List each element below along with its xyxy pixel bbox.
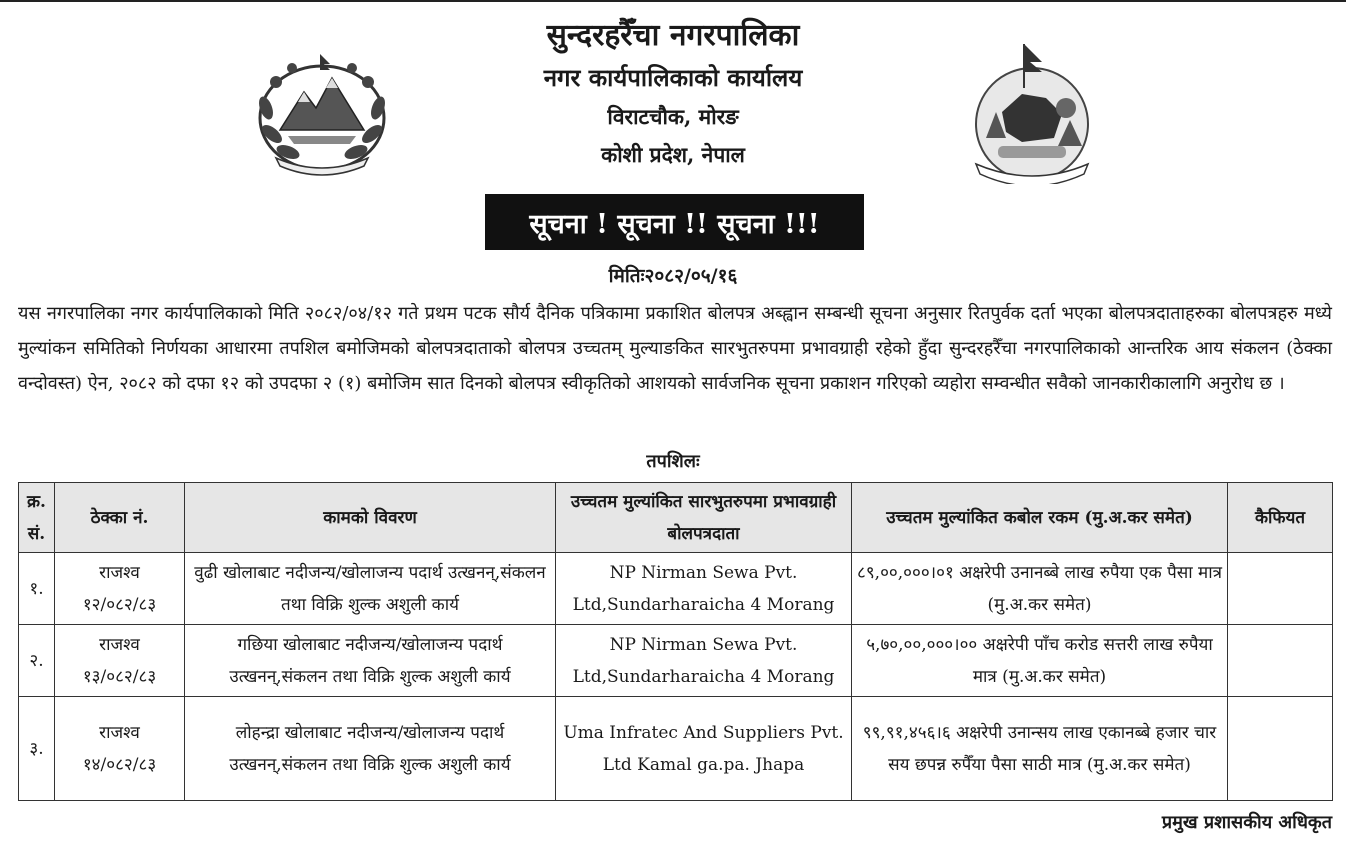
address-line-2: कोशी प्रदेश, नेपाल: [601, 142, 745, 167]
letterhead: [0, 0, 1346, 250]
row-serial-no: २.: [19, 625, 55, 697]
contract-prefix: राजश्व: [99, 722, 140, 743]
bid-acceptance-table: [18, 482, 1333, 801]
row-contract-no: [55, 553, 185, 625]
row-bid-amount: ५,७०,००,०००।०० अक्षरेपी पाँच करोड सत्तरी लाख रुपैया मात्र (मु.अ.कर समेत): [852, 625, 1228, 697]
row-serial-no: ३.: [19, 697, 55, 801]
table-row: [19, 553, 1333, 625]
details-heading: तपशिलः: [646, 451, 700, 472]
municipality-logo-icon: [962, 42, 1102, 184]
row-work-description: लोहन्द्रा खोलाबाट नदीजन्य/खोलाजन्य पदार्थ उत्खनन्,संकलन तथा विक्रि शुल्क अशुली कार्य: [185, 697, 556, 801]
contract-prefix: राजश्व: [99, 634, 140, 655]
header-contract-no: ठेक्का नं.: [55, 483, 185, 553]
row-bidder: NP Nirman Sewa Pvt. Ltd,Sundarharaicha 4 Morang: [556, 553, 852, 625]
contract-number: १३/०८२/८३: [82, 666, 157, 687]
header-bid-amount: उच्चतम मुल्यांकित कबोल रकम (मु.अ.कर समेत): [852, 483, 1228, 553]
row-work-description: वुढी खोलाबाट नदीजन्य/खोलाजन्य पदार्थ उत्खनन्,संकलन तथा विक्रि शुल्क अशुली कार्य: [185, 553, 556, 625]
row-remarks: [1228, 697, 1333, 801]
header-remarks: कैफियत: [1228, 483, 1333, 553]
contract-number: १४/०८२/८३: [82, 754, 157, 775]
contract-number: १२/०८२/८३: [82, 594, 157, 615]
row-serial-no: १.: [19, 553, 55, 625]
row-remarks: [1228, 553, 1333, 625]
nepal-government-emblem-icon: [252, 48, 392, 180]
row-bidder: Uma Infratec And Suppliers Pvt. Ltd Kamal ga.pa. Jhapa: [556, 697, 852, 801]
header-work-description: कामको विवरण: [185, 483, 556, 553]
row-bid-amount: ८९,००,०००।०१ अक्षरेपी उनानब्बे लाख रुपैया एक पैसा मात्र (मु.अ.कर समेत): [852, 553, 1228, 625]
table-row: [19, 625, 1333, 697]
header-serial-no: क्र. सं.: [19, 483, 55, 553]
contract-prefix: राजश्व: [99, 562, 140, 583]
notice-banner: सूचना ! सूचना !! सूचना !!!: [485, 194, 864, 250]
row-remarks: [1228, 625, 1333, 697]
office-titles: [400, 14, 946, 174]
row-bidder: NP Nirman Sewa Pvt. Ltd,Sundarharaicha 4 Morang: [556, 625, 852, 697]
row-contract-no: [55, 625, 185, 697]
table-row: [19, 697, 1333, 801]
notice-date: मितिः२०८२/०५/१६: [608, 265, 738, 287]
row-contract-no: [55, 697, 185, 801]
table-header-row: [19, 483, 1333, 553]
header-bidder: उच्चतम मुल्यांकित सारभुतरुपमा प्रभावग्राही बोलपत्रदाता: [556, 483, 852, 553]
address-line-1: विराटचौक, मोरङ: [607, 104, 739, 129]
notice-body-paragraph: यस नगरपालिका नगर कार्यपालिकाको मिति २०८२/०४/१२ गते प्रथम पटक सौर्य दैनिक पत्रिकामा प्रकाशित बोलपत्र अब्ह्वान सम्बन्धी सूचना अनुसार रितपुर्वक दर्ता भएका बोलपत्रदाताहरुका बोलपत्रहरु मध्ये मुल्यांकन समितिको निर्णयका आधारमा तपशिल बमोजिमको बोलपत्रदाताको बोलपत्र उच्चतम् मुल्याङकित सारभुतरुपमा प्रभावग्राही रहेको हुँदा सुन्दरहरैँचा नगरपालिकाको आन्तरिक आय संकलन (ठेक्का वन्दोवस्त) ऐन, २०८२ को दफा १२ को उपदफा २ (१) बमोजिम सात दिनको बोलपत्र स्वीकृतिको आशयको सार्वजनिक सूचना प्रकाशन गरिएको व्यहोरा सम्वन्धीत सवैको जानकारीकालागि अनुरोध छ ।: [18, 303, 1332, 394]
row-bid-amount: ९९,९१,४५६।६ अक्षरेपी उनान्सय लाख एकानब्बे हजार चार सय छपन्न रुपैँया पैसा साठी मात्र (मु.अ.कर समेत): [852, 697, 1228, 801]
municipality-name: सुन्दरहरैँचा नगरपालिका: [546, 18, 800, 53]
signature-title: प्रमुख प्रशासकीय अधिकृत: [1161, 812, 1332, 833]
row-work-description: गछिया खोलाबाट नदीजन्य/खोलाजन्य पदार्थ उत्खनन्,संकलन तथा विक्रि शुल्क अशुली कार्य: [185, 625, 556, 697]
office-name: नगर कार्यपालिकाको कार्यालय: [543, 63, 803, 92]
